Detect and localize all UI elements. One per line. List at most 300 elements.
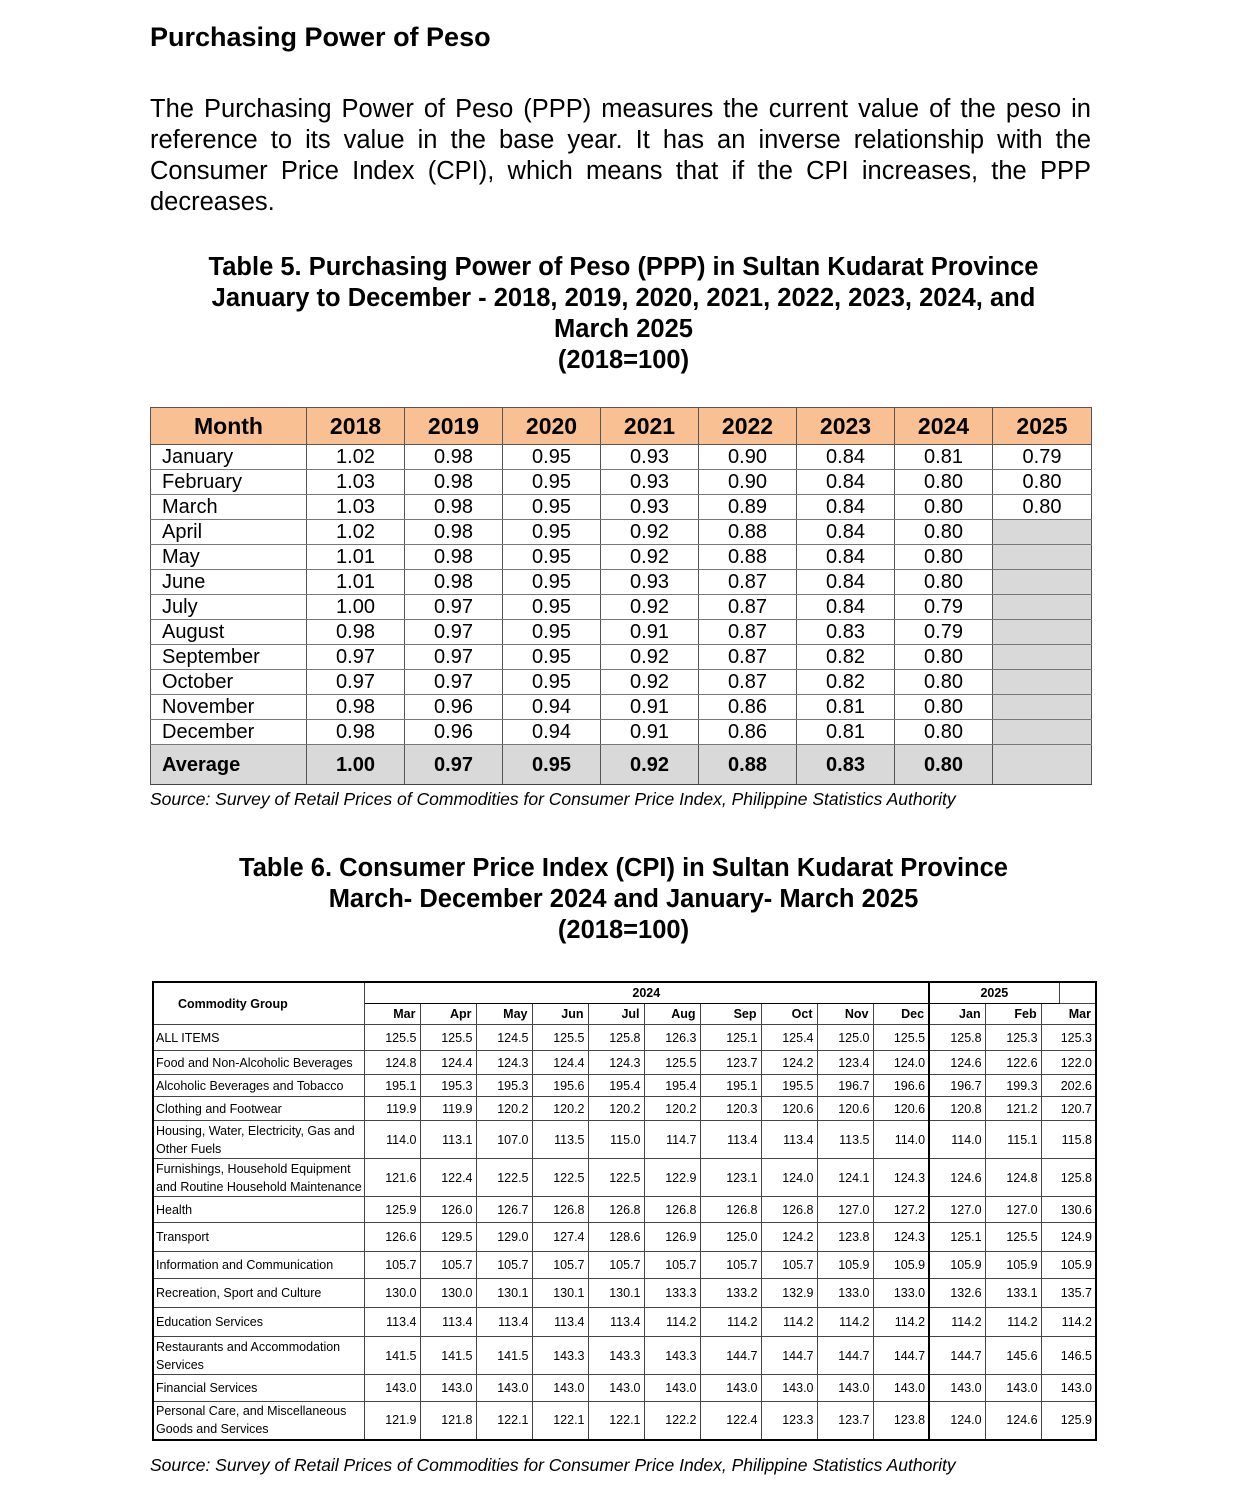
ppp-value-cell (993, 695, 1092, 720)
cpi-value-cell: 195.5 (761, 1075, 817, 1097)
cpi-value-cell: 121.6 (364, 1159, 420, 1197)
cpi-value-cell: 196.6 (873, 1075, 929, 1097)
cpi-value-cell: 127.4 (532, 1223, 588, 1252)
cpi-value-cell: 126.8 (644, 1197, 700, 1223)
cpi-value-cell: 143.0 (588, 1375, 644, 1402)
ppp-value-cell: 0.81 (895, 445, 993, 470)
cpi-value-cell: 114.2 (873, 1308, 929, 1337)
ppp-value-cell: 0.96 (405, 720, 503, 745)
table6-caption (150, 853, 1097, 946)
ppp-value-cell: 0.86 (699, 695, 797, 720)
ppp-value-cell: 0.97 (405, 670, 503, 695)
month-label: December (151, 720, 307, 745)
cpi-value-cell: 124.0 (929, 1402, 985, 1440)
cpi-value-cell: 124.3 (873, 1159, 929, 1197)
cpi-value-cell: 105.7 (476, 1252, 532, 1279)
month-row (151, 670, 1092, 695)
cpi-value-cell: 120.2 (644, 1097, 700, 1121)
cpi-value-cell: 129.0 (476, 1223, 532, 1252)
cpi-value-cell: 124.0 (761, 1159, 817, 1197)
ppp-value-cell: 0.80 (895, 470, 993, 495)
cpi-value-cell: 141.5 (476, 1337, 532, 1375)
commodity-group-label: Health (153, 1197, 364, 1223)
commodity-row (153, 1375, 1096, 1402)
ppp-value-cell: 0.92 (601, 745, 699, 785)
cpi-value-cell: 124.4 (532, 1051, 588, 1075)
month-header: Aug (644, 1004, 700, 1025)
cpi-value-cell: 113.4 (588, 1308, 644, 1337)
ppp-value-cell: 0.92 (601, 595, 699, 620)
year-column-header: 2024 (895, 408, 993, 445)
ppp-value-cell: 0.94 (503, 695, 601, 720)
cpi-value-cell: 114.7 (644, 1121, 700, 1159)
ppp-value-cell: 0.92 (601, 545, 699, 570)
month-row (151, 545, 1092, 570)
ppp-value-cell: 0.95 (503, 445, 601, 470)
month-label: September (151, 645, 307, 670)
ppp-value-cell: 0.95 (503, 495, 601, 520)
table5-caption-line: (2018=100) (557, 346, 690, 374)
cpi-value-cell: 125.5 (644, 1051, 700, 1075)
ppp-value-cell: 0.80 (895, 695, 993, 720)
commodity-row (153, 1279, 1096, 1308)
cpi-value-cell: 120.2 (588, 1097, 644, 1121)
average-label: Average (151, 745, 307, 785)
cpi-value-cell: 195.6 (532, 1075, 588, 1097)
ppp-value-cell: 0.80 (895, 545, 993, 570)
cpi-value-cell: 124.8 (985, 1159, 1041, 1197)
commodity-group-label: Education Services (153, 1308, 364, 1337)
ppp-value-cell: 0.97 (405, 645, 503, 670)
month-row (151, 445, 1092, 470)
cpi-value-cell: 199.3 (985, 1075, 1041, 1097)
ppp-value-cell: 0.90 (699, 445, 797, 470)
cpi-value-cell: 125.5 (532, 1025, 588, 1051)
ppp-value-cell: 0.82 (797, 645, 895, 670)
ppp-value-cell: 0.98 (405, 495, 503, 520)
table5-caption-line: January to December - 2018, 2019, 2020, 2021, 2022, 2023, 2024, and (211, 284, 1036, 312)
ppp-value-cell: 1.03 (307, 470, 405, 495)
year-column-header: 2023 (797, 408, 895, 445)
cpi-value-cell: 120.3 (700, 1097, 761, 1121)
cpi-value-cell: 120.2 (532, 1097, 588, 1121)
cpi-value-cell: 123.1 (700, 1159, 761, 1197)
month-row (151, 695, 1092, 720)
ppp-value-cell: 0.98 (307, 620, 405, 645)
ppp-value-cell: 0.95 (503, 745, 601, 785)
cpi-year-row (153, 982, 1096, 1004)
ppp-value-cell: 0.88 (699, 520, 797, 545)
cpi-value-cell: 113.4 (476, 1308, 532, 1337)
ppp-value-cell: 0.96 (405, 695, 503, 720)
month-header: Feb (985, 1004, 1041, 1025)
month-label: October (151, 670, 307, 695)
cpi-value-cell: 195.4 (588, 1075, 644, 1097)
cpi-value-cell: 124.1 (817, 1159, 873, 1197)
cpi-value-cell: 124.9 (1041, 1223, 1096, 1252)
commodity-group-label: Housing, Water, Electricity, Gas and Other Fuels (153, 1121, 364, 1159)
cpi-value-cell: 124.3 (588, 1051, 644, 1075)
ppp-value-cell: 0.95 (503, 595, 601, 620)
ppp-value-cell: 0.80 (895, 570, 993, 595)
month-label: November (151, 695, 307, 720)
ppp-value-cell: 0.97 (405, 595, 503, 620)
ppp-value-cell: 0.82 (797, 670, 895, 695)
cpi-value-cell: 130.6 (1041, 1197, 1096, 1223)
cpi-value-cell: 105.7 (588, 1252, 644, 1279)
cpi-value-cell: 113.4 (761, 1121, 817, 1159)
commodity-row (153, 1075, 1096, 1097)
ppp-value-cell: 0.81 (797, 720, 895, 745)
commodity-group-label: Financial Services (153, 1375, 364, 1402)
cpi-value-cell: 143.3 (644, 1337, 700, 1375)
cpi-value-cell: 124.6 (929, 1159, 985, 1197)
ppp-value-cell (993, 620, 1092, 645)
ppp-value-cell (993, 645, 1092, 670)
ppp-value-cell: 0.87 (699, 595, 797, 620)
cpi-value-cell: 143.0 (644, 1375, 700, 1402)
commodity-group-label: Restaurants and Accommodation Services (153, 1337, 364, 1375)
cpi-value-cell: 105.9 (985, 1252, 1041, 1279)
ppp-value-cell (993, 545, 1092, 570)
ppp-value-cell: 1.01 (307, 570, 405, 595)
ppp-value-cell: 0.83 (797, 620, 895, 645)
month-column-header: Month (151, 408, 307, 445)
ppp-value-cell: 0.98 (405, 520, 503, 545)
cpi-value-cell: 120.2 (476, 1097, 532, 1121)
ppp-value-cell: 0.89 (699, 495, 797, 520)
month-row (151, 570, 1092, 595)
cpi-value-cell: 122.2 (644, 1402, 700, 1440)
cpi-value-cell: 130.1 (532, 1279, 588, 1308)
cpi-value-cell: 122.5 (476, 1159, 532, 1197)
cpi-value-cell: 105.7 (761, 1252, 817, 1279)
cpi-value-cell: 195.3 (420, 1075, 476, 1097)
commodity-group-label: Furnishings, Household Equipment and Routine Household Maintenance (153, 1159, 364, 1197)
cpi-value-cell: 196.7 (817, 1075, 873, 1097)
cpi-value-cell: 125.8 (588, 1025, 644, 1051)
cpi-value-cell: 144.7 (700, 1337, 761, 1375)
month-row (151, 495, 1092, 520)
month-label: April (151, 520, 307, 545)
commodity-row (153, 1159, 1096, 1197)
ppp-value-cell: 0.95 (503, 470, 601, 495)
ppp-value-cell: 0.80 (895, 720, 993, 745)
month-label: July (151, 595, 307, 620)
ppp-value-cell: 0.84 (797, 570, 895, 595)
ppp-value-cell: 0.93 (601, 495, 699, 520)
cpi-value-cell: 123.8 (817, 1223, 873, 1252)
month-row (151, 595, 1092, 620)
cpi-value-cell: 125.5 (985, 1223, 1041, 1252)
commodity-group-label: Information and Communication (153, 1252, 364, 1279)
ppp-value-cell (993, 745, 1092, 785)
month-label: May (151, 545, 307, 570)
month-row (151, 720, 1092, 745)
cpi-value-cell: 133.0 (817, 1279, 873, 1308)
commodity-group-header: Commodity Group (153, 982, 364, 1025)
cpi-value-cell: 105.9 (873, 1252, 929, 1279)
ppp-value-cell: 0.97 (405, 620, 503, 645)
commodity-row (153, 1197, 1096, 1223)
cpi-value-cell: 126.3 (644, 1025, 700, 1051)
cpi-value-cell: 114.2 (985, 1308, 1041, 1337)
cpi-value-cell: 122.9 (644, 1159, 700, 1197)
table5-caption (150, 252, 1097, 376)
month-header: Dec (873, 1004, 929, 1025)
cpi-value-cell: 143.3 (532, 1337, 588, 1375)
cpi-value-cell: 126.0 (420, 1197, 476, 1223)
ppp-value-cell: 0.92 (601, 520, 699, 545)
cpi-value-cell: 123.7 (700, 1051, 761, 1075)
cpi-value-cell: 122.5 (532, 1159, 588, 1197)
ppp-value-cell: 0.98 (405, 570, 503, 595)
cpi-value-cell: 124.2 (761, 1051, 817, 1075)
cpi-value-cell: 105.9 (929, 1252, 985, 1279)
year-column-header: 2025 (993, 408, 1092, 445)
ppp-value-cell: 0.93 (601, 445, 699, 470)
commodity-row (153, 1308, 1096, 1337)
cpi-value-cell: 128.6 (588, 1223, 644, 1252)
cpi-value-cell: 114.0 (873, 1121, 929, 1159)
ppp-value-cell (993, 595, 1092, 620)
cpi-value-cell: 195.1 (364, 1075, 420, 1097)
cpi-value-cell: 120.6 (817, 1097, 873, 1121)
month-header: Jul (588, 1004, 644, 1025)
cpi-value-cell: 122.5 (588, 1159, 644, 1197)
cpi-value-cell: 114.2 (929, 1308, 985, 1337)
cpi-value-cell: 122.0 (1041, 1051, 1096, 1075)
month-header: Nov (817, 1004, 873, 1025)
ppp-value-cell: 0.91 (601, 720, 699, 745)
cpi-value-cell: 114.0 (929, 1121, 985, 1159)
table6-caption-line: (2018=100) (557, 916, 690, 944)
cpi-value-cell: 105.9 (1041, 1252, 1096, 1279)
cpi-value-cell: 119.9 (364, 1097, 420, 1121)
cpi-value-cell: 141.5 (364, 1337, 420, 1375)
ppp-value-cell: 0.98 (307, 695, 405, 720)
cpi-value-cell: 114.2 (644, 1308, 700, 1337)
ppp-value-cell: 1.01 (307, 545, 405, 570)
year-2025-header: 2025 (929, 982, 1059, 1004)
month-label: August (151, 620, 307, 645)
ppp-value-cell: 0.83 (797, 745, 895, 785)
ppp-value-cell: 0.80 (895, 645, 993, 670)
table6-caption-line: Table 6. Consumer Price Index (CPI) in Sultan Kudarat Province (239, 854, 1008, 882)
commodity-group-label: Personal Care, and Miscellaneous Goods and Services (153, 1402, 364, 1440)
ppp-value-cell: 0.84 (797, 595, 895, 620)
cpi-value-cell: 120.8 (929, 1097, 985, 1121)
table6-caption-line: March- December 2024 and January- March 2025 (328, 885, 919, 913)
month-label: January (151, 445, 307, 470)
month-header: Sep (700, 1004, 761, 1025)
cpi-value-cell: 125.5 (873, 1025, 929, 1051)
cpi-value-cell: 126.6 (364, 1223, 420, 1252)
month-header: Oct (761, 1004, 817, 1025)
month-header: Apr (420, 1004, 476, 1025)
table5-caption-line: Table 5. Purchasing Power of Peso (PPP) in Sultan Kudarat Province (208, 253, 1039, 281)
commodity-group-label: Recreation, Sport and Culture (153, 1279, 364, 1308)
cpi-table (152, 981, 1097, 1441)
ppp-value-cell: 0.95 (503, 545, 601, 570)
ppp-value-cell: 1.03 (307, 495, 405, 520)
cpi-value-cell: 113.4 (420, 1308, 476, 1337)
cpi-value-cell: 127.2 (873, 1197, 929, 1223)
cpi-value-cell: 123.4 (817, 1051, 873, 1075)
cpi-value-cell: 129.5 (420, 1223, 476, 1252)
commodity-row (153, 1337, 1096, 1375)
cpi-value-cell: 114.2 (1041, 1308, 1096, 1337)
cpi-value-cell: 126.7 (476, 1197, 532, 1223)
cpi-value-cell: 115.1 (985, 1121, 1041, 1159)
ppp-value-cell: 0.81 (797, 695, 895, 720)
cpi-value-cell: 146.5 (1041, 1337, 1096, 1375)
cpi-value-cell: 143.0 (985, 1375, 1041, 1402)
month-header: Mar (1041, 1004, 1096, 1025)
cpi-value-cell: 105.9 (817, 1252, 873, 1279)
month-header: Jan (929, 1004, 985, 1025)
ppp-value-cell: 1.02 (307, 520, 405, 545)
cpi-value-cell: 127.0 (817, 1197, 873, 1223)
ppp-value-cell: 1.00 (307, 745, 405, 785)
cpi-value-cell: 122.4 (700, 1402, 761, 1440)
ppp-value-cell: 0.80 (895, 745, 993, 785)
ppp-value-cell: 0.95 (503, 645, 601, 670)
cpi-value-cell: 130.1 (476, 1279, 532, 1308)
ppp-value-cell (993, 670, 1092, 695)
ppp-value-cell: 0.80 (895, 670, 993, 695)
month-header: Jun (532, 1004, 588, 1025)
cpi-value-cell: 145.6 (985, 1337, 1041, 1375)
cpi-value-cell: 124.5 (476, 1025, 532, 1051)
cpi-value-cell: 126.8 (532, 1197, 588, 1223)
cpi-value-cell: 105.7 (420, 1252, 476, 1279)
cpi-value-cell: 121.8 (420, 1402, 476, 1440)
ppp-value-cell: 0.98 (307, 720, 405, 745)
ppp-value-cell: 0.84 (797, 495, 895, 520)
commodity-group-label: Transport (153, 1223, 364, 1252)
month-header: Mar (364, 1004, 420, 1025)
ppp-value-cell: 0.91 (601, 620, 699, 645)
cpi-value-cell: 124.0 (873, 1051, 929, 1075)
year-column-header: 2018 (307, 408, 405, 445)
commodity-row (153, 1025, 1096, 1051)
ppp-value-cell: 0.80 (895, 520, 993, 545)
cpi-value-cell: 124.4 (420, 1051, 476, 1075)
table6-source: Source: Survey of Retail Prices of Commodities for Consumer Price Index, Philippine Statistics Authority (150, 1455, 956, 1475)
cpi-value-cell: 122.4 (420, 1159, 476, 1197)
cpi-value-cell: 195.1 (700, 1075, 761, 1097)
cpi-value-cell: 122.1 (476, 1402, 532, 1440)
cpi-value-cell: 126.9 (644, 1223, 700, 1252)
cpi-value-cell: 122.6 (985, 1051, 1041, 1075)
cpi-value-cell: 125.0 (817, 1025, 873, 1051)
cpi-value-cell: 124.3 (476, 1051, 532, 1075)
average-row (151, 745, 1092, 785)
cpi-value-cell: 127.0 (985, 1197, 1041, 1223)
year-column-header: 2019 (405, 408, 503, 445)
commodity-row (153, 1252, 1096, 1279)
cpi-value-cell: 119.9 (420, 1097, 476, 1121)
cpi-value-cell: 113.5 (532, 1121, 588, 1159)
ppp-value-cell: 0.87 (699, 645, 797, 670)
cpi-value-cell: 113.4 (532, 1308, 588, 1337)
intro-paragraph: The Purchasing Power of Peso (PPP) measures the current value of the peso in reference to its value in the base year. It has an inverse relationship with the Consumer Price Index (CPI), which means that if the CPI increases, the PPP decreases. (150, 95, 1091, 216)
cpi-value-cell: 125.1 (700, 1025, 761, 1051)
cpi-value-cell: 115.0 (588, 1121, 644, 1159)
cpi-value-cell: 125.8 (929, 1025, 985, 1051)
cpi-value-cell: 105.7 (532, 1252, 588, 1279)
ppp-value-cell: 0.79 (993, 445, 1092, 470)
cpi-value-cell: 133.0 (873, 1279, 929, 1308)
cpi-value-cell: 143.0 (817, 1375, 873, 1402)
cpi-value-cell: 121.2 (985, 1097, 1041, 1121)
cpi-value-cell: 143.0 (420, 1375, 476, 1402)
commodity-row (153, 1051, 1096, 1075)
cpi-value-cell: 125.8 (1041, 1159, 1096, 1197)
ppp-value-cell: 0.80 (993, 470, 1092, 495)
commodity-group-label: Alcoholic Beverages and Tobacco (153, 1075, 364, 1097)
commodity-group-label: Food and Non-Alcoholic Beverages (153, 1051, 364, 1075)
ppp-table (150, 407, 1092, 785)
ppp-value-cell: 0.88 (699, 745, 797, 785)
cpi-value-cell: 127.0 (929, 1197, 985, 1223)
cpi-value-cell: 143.0 (364, 1375, 420, 1402)
cpi-value-cell: 125.3 (985, 1025, 1041, 1051)
cpi-value-cell: 105.7 (364, 1252, 420, 1279)
cpi-value-cell: 114.2 (700, 1308, 761, 1337)
cpi-value-cell: 122.1 (532, 1402, 588, 1440)
cpi-value-cell: 105.7 (700, 1252, 761, 1279)
ppp-value-cell: 0.94 (503, 720, 601, 745)
ppp-value-cell: 0.84 (797, 470, 895, 495)
cpi-value-cell: 143.0 (873, 1375, 929, 1402)
ppp-value-cell: 0.98 (405, 445, 503, 470)
cpi-value-cell: 130.0 (420, 1279, 476, 1308)
ppp-value-cell: 0.90 (699, 470, 797, 495)
cpi-value-cell: 125.9 (364, 1197, 420, 1223)
cpi-value-cell: 124.2 (761, 1223, 817, 1252)
cpi-value-cell: 126.8 (588, 1197, 644, 1223)
cpi-value-cell: 133.1 (985, 1279, 1041, 1308)
ppp-value-cell: 0.98 (405, 470, 503, 495)
ppp-value-cell: 0.95 (503, 620, 601, 645)
cpi-value-cell: 126.8 (761, 1197, 817, 1223)
cpi-value-cell: 114.2 (817, 1308, 873, 1337)
cpi-value-cell: 105.7 (644, 1252, 700, 1279)
ppp-value-cell: 0.84 (797, 445, 895, 470)
table5-caption-line: March 2025 (554, 315, 693, 343)
table5-source: Source: Survey of Retail Prices of Commodities for Consumer Price Index, Philippine Statistics Authority (150, 789, 956, 809)
ppp-value-cell: 0.87 (699, 670, 797, 695)
ppp-value-cell: 0.97 (307, 645, 405, 670)
cpi-value-cell: 113.5 (817, 1121, 873, 1159)
commodity-row (153, 1121, 1096, 1159)
ppp-value-cell: 0.91 (601, 695, 699, 720)
year-column-header: 2020 (503, 408, 601, 445)
ppp-value-cell: 0.95 (503, 670, 601, 695)
cpi-value-cell: 143.0 (700, 1375, 761, 1402)
cpi-value-cell: 113.1 (420, 1121, 476, 1159)
cpi-value-cell: 125.5 (364, 1025, 420, 1051)
cpi-value-cell: 132.9 (761, 1279, 817, 1308)
ppp-value-cell: 0.84 (797, 545, 895, 570)
cpi-value-cell: 125.1 (929, 1223, 985, 1252)
ppp-value-cell: 0.97 (405, 745, 503, 785)
cpi-value-cell: 141.5 (420, 1337, 476, 1375)
cpi-value-cell: 195.4 (644, 1075, 700, 1097)
cpi-value-cell: 196.7 (929, 1075, 985, 1097)
